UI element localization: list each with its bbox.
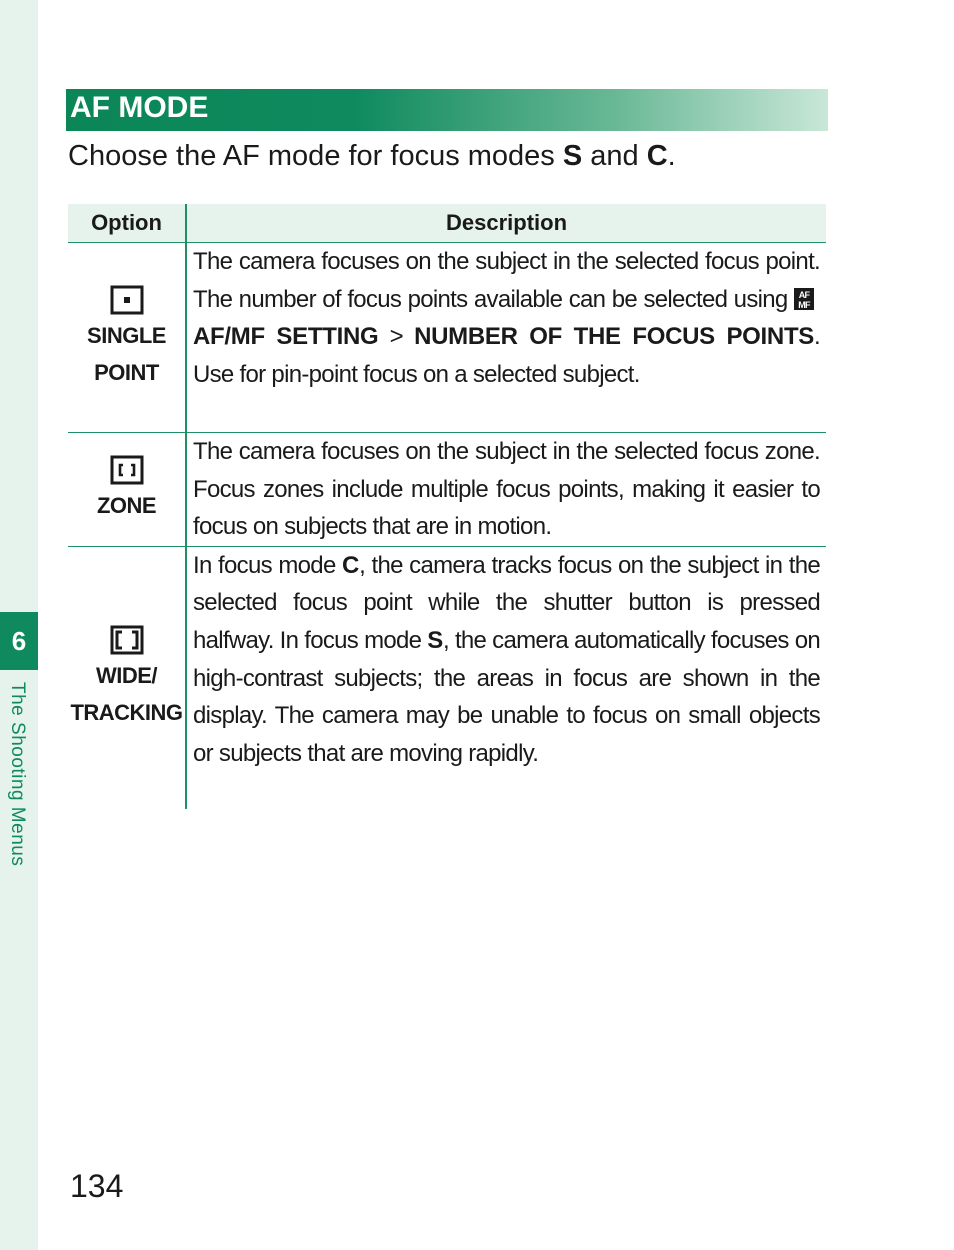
desc-text: , the camera tracks focus on the subject in the selected focus point while the shutter button is pressed halfway. In focus mode bbox=[193, 551, 820, 654]
option-name-line2: POINT bbox=[94, 359, 159, 385]
chapter-number: 6 bbox=[11, 625, 27, 656]
header-option: Option bbox=[68, 204, 186, 243]
chapter-title: The Shooting Menus bbox=[7, 682, 28, 867]
menu-separator: > bbox=[378, 323, 415, 351]
description-cell: The camera focuses on the subject in the selected focus zone. Focus zones include multiple focus points, making it easier to focus on subjects that are in motion. bbox=[186, 433, 826, 547]
option-cell bbox=[68, 546, 186, 809]
intro-mode-s: S bbox=[562, 140, 583, 172]
focus-mode-s: S bbox=[427, 626, 443, 654]
menu-path-number-of-focus-points: NUMBER OF THE FOCUS POINTS bbox=[414, 323, 815, 351]
option-name-line1: ZONE bbox=[96, 492, 157, 518]
section-header bbox=[66, 89, 828, 131]
chapter-tab bbox=[0, 612, 38, 670]
option-cell bbox=[68, 243, 186, 433]
af-mf-menu-icon bbox=[794, 288, 814, 310]
option-name-line1: SINGLE bbox=[87, 322, 166, 348]
focus-mode-c: C bbox=[342, 551, 360, 579]
options-table bbox=[68, 204, 826, 809]
table-row bbox=[68, 433, 826, 547]
intro-suffix: . bbox=[667, 140, 676, 172]
description-cell bbox=[186, 243, 826, 433]
svg-text:AF: AF bbox=[798, 289, 810, 300]
table-header-row bbox=[68, 204, 826, 243]
intro-conjunction: and bbox=[582, 140, 647, 172]
table-row bbox=[68, 243, 826, 433]
intro-mode-c: C bbox=[646, 140, 668, 172]
svg-text:MF: MF bbox=[798, 299, 810, 310]
desc-text: In focus mode bbox=[193, 551, 343, 579]
menu-path-af-mf-setting: AF/MF SETTING bbox=[193, 323, 379, 351]
single-point-icon bbox=[109, 285, 145, 315]
wide-tracking-icon bbox=[109, 625, 145, 655]
intro-text bbox=[68, 140, 676, 173]
section-title: AF MODE bbox=[70, 91, 209, 124]
header-description: Description bbox=[186, 204, 826, 243]
intro-prefix: Choose the AF mode for focus modes bbox=[68, 140, 563, 172]
option-cell bbox=[68, 433, 186, 547]
zone-icon bbox=[109, 455, 145, 485]
desc-text: , the camera automatically focuses on high-contrast subjects; the areas in focus are shown in the display. The camera may be unable to focus on small objects or subjects that are moving rapidly. bbox=[193, 626, 821, 767]
table-row bbox=[68, 546, 826, 809]
desc-text: . Use for pin-point focus on a selected subject. bbox=[193, 323, 820, 388]
page-number: 134 bbox=[70, 1168, 124, 1204]
desc-text: The camera focuses on the subject in the selected focus point. The number of focus points available can be selected using bbox=[193, 248, 820, 313]
option-name-line1: WIDE/ bbox=[95, 662, 158, 688]
description-cell bbox=[186, 546, 826, 809]
option-name-line2: TRACKING bbox=[70, 699, 183, 725]
